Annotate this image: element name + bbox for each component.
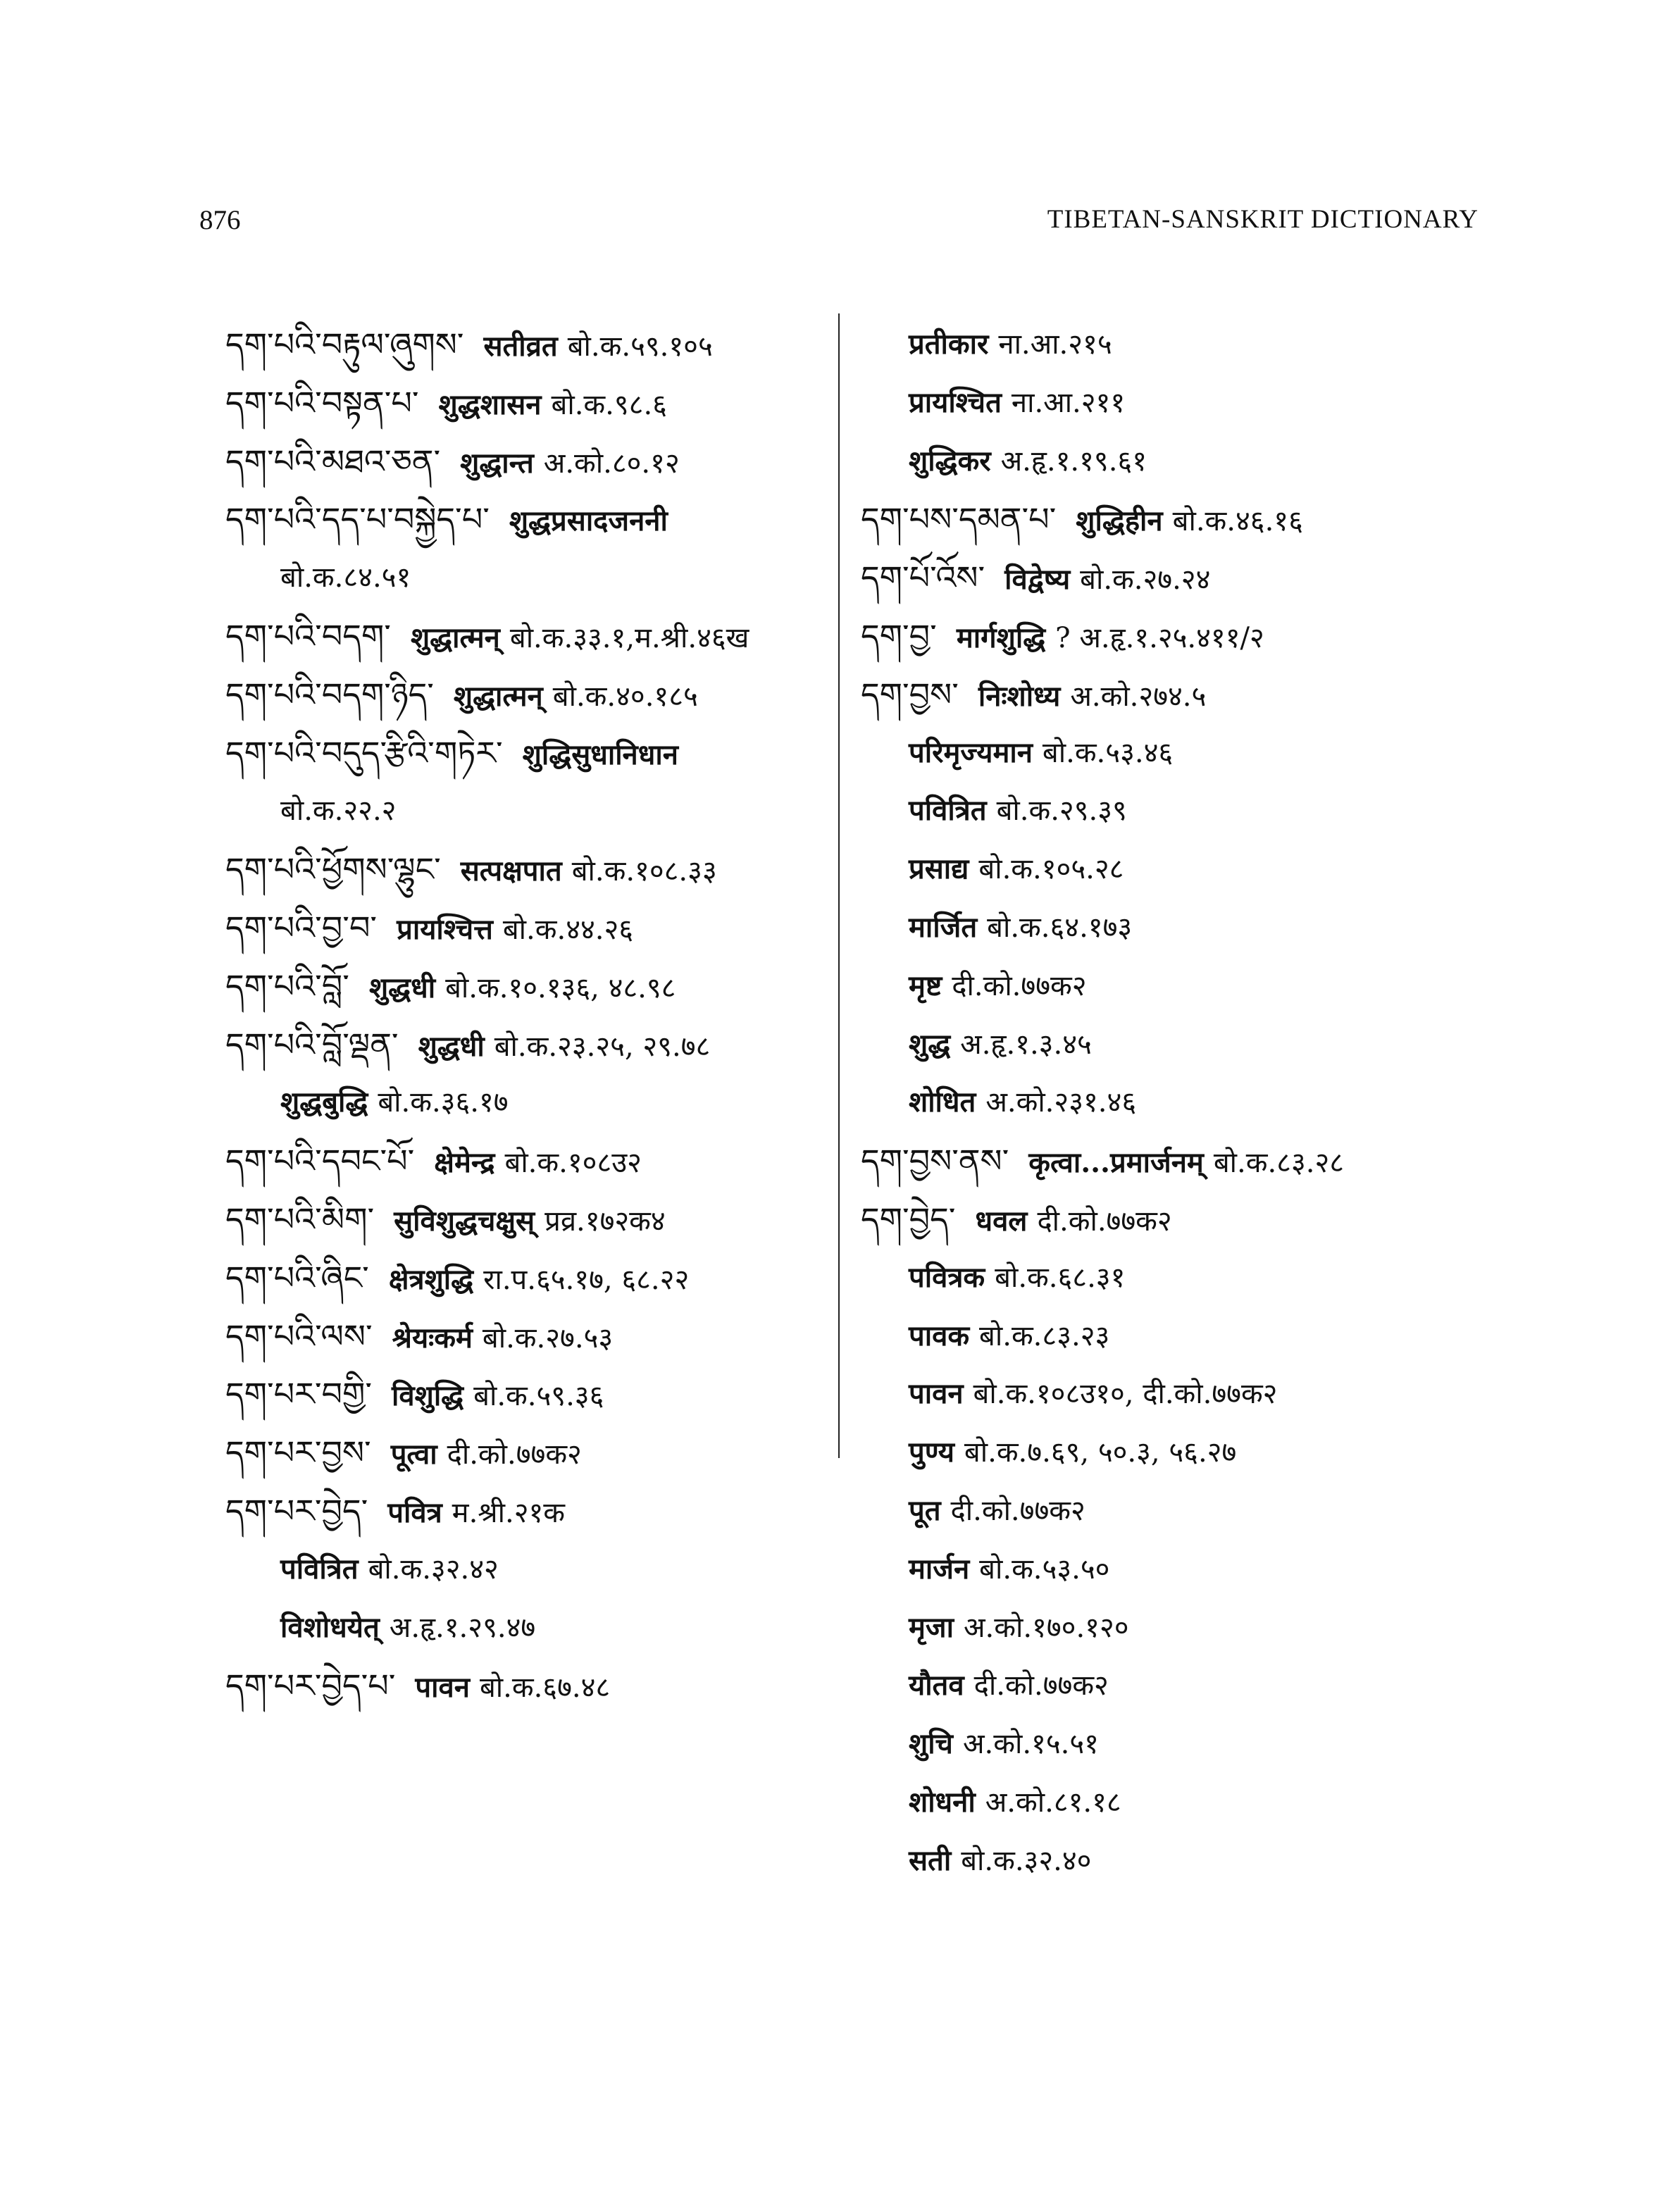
source-reference: बो.क.३२.४२	[368, 1552, 499, 1586]
dictionary-entry	[225, 1424, 831, 1482]
dictionary-entry	[861, 549, 1481, 607]
dictionary-entry	[861, 1482, 1481, 1540]
sanskrit-equivalent: शुद्धात्मन्	[410, 621, 500, 654]
tibetan-headword: དག་པར་བྱེད་	[225, 1491, 368, 1530]
sanskrit-equivalent: शुद्धबुद्धि	[280, 1085, 368, 1119]
sanskrit-equivalent: निःशोध्य	[978, 679, 1061, 713]
dictionary-entry	[225, 316, 831, 374]
dictionary-entry	[861, 782, 1481, 840]
sanskrit-equivalent: पवित्रित	[280, 1552, 359, 1586]
dictionary-entry	[861, 1249, 1481, 1307]
source-reference: बो.क.४४.२६	[502, 913, 634, 946]
dictionary-entry	[861, 1190, 1481, 1249]
sanskrit-equivalent: कृत्वा...प्रमार्जनम्	[1028, 1146, 1204, 1180]
source-reference: अ.हृ.१.३.४५	[960, 1028, 1092, 1061]
sanskrit-equivalent: श्रेयःकर्म	[392, 1321, 473, 1355]
dictionary-entry	[225, 899, 831, 957]
dictionary-entry	[861, 607, 1481, 666]
source-reference: बो.क.१०८उ१०, दी.को.७७क२	[973, 1378, 1278, 1411]
source-reference: अ.को.८०.१२	[543, 447, 680, 480]
sanskrit-equivalent: प्रतीकार	[909, 328, 989, 361]
source-reference: बो.क.५९.१०५	[567, 330, 713, 363]
dictionary-entry	[861, 490, 1481, 549]
dictionary-entry	[225, 1132, 831, 1190]
dictionary-entry	[861, 1307, 1481, 1366]
sanskrit-equivalent: सतीव्रत	[483, 330, 558, 363]
sanskrit-equivalent: पूत	[909, 1493, 941, 1527]
dictionary-entry	[225, 666, 831, 724]
sanskrit-equivalent: शुद्धान्त	[460, 446, 534, 480]
dictionary-entry	[861, 1424, 1481, 1482]
dictionary-entry	[225, 724, 831, 783]
source-reference: अ.हृ.१.२९.४७	[389, 1611, 536, 1644]
tibetan-headword: དག་པའི་བདུད་རྩིའི་གཏེར་	[225, 733, 503, 772]
tibetan-headword: དག་པའི་བསྟན་པ་	[225, 383, 419, 422]
source-reference: म.श्री.२१क	[452, 1496, 566, 1529]
tibetan-headword: དག་པའི་དད་པ་བསྐྱེད་པ་	[225, 500, 490, 539]
source-reference: बो.क.३२.४०	[961, 1844, 1092, 1877]
source-reference: ना.आ.२१५	[998, 328, 1112, 361]
sanskrit-equivalent: पूत्वा	[390, 1438, 437, 1471]
source-reference: अ.को.१७०.१२०	[963, 1611, 1129, 1644]
source-reference: बो.क.८४.५१	[280, 561, 411, 594]
dictionary-entry	[861, 666, 1481, 724]
dictionary-entry	[225, 1599, 831, 1657]
source-reference: बो.क.५३.४६	[1042, 736, 1174, 769]
dictionary-entry	[861, 1073, 1481, 1132]
sanskrit-equivalent: मार्जन	[909, 1552, 970, 1586]
tibetan-headword: དག་པའི་ཕྱོགས་ལྷུང་	[225, 850, 441, 889]
sanskrit-equivalent: प्रसाद्य	[909, 852, 969, 886]
source-reference: बो.क.५९.३६	[473, 1380, 604, 1413]
sanskrit-equivalent: विशोधयेत्	[280, 1610, 380, 1644]
dictionary-entry	[861, 724, 1481, 783]
sanskrit-equivalent: विशुद्धि	[392, 1379, 464, 1413]
source-reference: ? अ.हृ.१.२५.४११/२	[1055, 621, 1264, 654]
dictionary-entry	[861, 1016, 1481, 1074]
sanskrit-equivalent: प्रायश्चित	[909, 385, 1002, 419]
source-reference: बो.क.२७.२४	[1080, 564, 1211, 597]
sanskrit-equivalent: शुद्धधी	[418, 1029, 485, 1063]
tibetan-headword: དག་པའི་ལས་	[225, 1316, 373, 1355]
tibetan-headword: དག་པས་དམན་པ་	[861, 500, 1057, 539]
tibetan-headword: དག་པའི་བདག་ཉིད་	[225, 675, 434, 714]
tibetan-headword: དག་པའི་བྱ་བ་	[225, 908, 378, 947]
source-reference: ना.आ.२११	[1011, 386, 1126, 419]
running-head: TIBETAN-SANSKRIT DICTIONARY	[1047, 205, 1479, 234]
sanskrit-equivalent: परिमृज्यमान	[909, 735, 1033, 769]
sanskrit-equivalent: मार्गशुद्धि	[956, 621, 1046, 654]
sanskrit-equivalent: शोधित	[909, 1085, 976, 1119]
sanskrit-equivalent: विद्वेष्य	[1004, 563, 1071, 597]
sanskrit-equivalent: शुचि	[909, 1727, 953, 1761]
dictionary-entry	[861, 1657, 1481, 1715]
column-rule	[838, 313, 840, 1458]
dictionary-entry	[225, 432, 831, 491]
sanskrit-equivalent: प्रायश्चित्त	[397, 912, 493, 946]
sanskrit-equivalent: पवित्र	[387, 1495, 442, 1529]
sanskrit-equivalent: शोधनी	[909, 1785, 976, 1819]
source-reference: बो.क.५३.५०	[979, 1552, 1110, 1586]
dictionary-entry	[225, 957, 831, 1016]
source-reference: अ.को.२७४.५	[1070, 680, 1207, 713]
source-reference: प्रव्र.१७२क४	[545, 1204, 666, 1238]
sanskrit-equivalent: पावन	[909, 1377, 964, 1411]
source-reference: बो.क.७.६९, ५०.३, ५६.२७	[964, 1436, 1237, 1469]
tibetan-headword: དག་པར་བྱས་	[225, 1433, 371, 1472]
sanskrit-equivalent: धवल	[975, 1204, 1028, 1238]
dictionary-entry	[225, 1657, 831, 1715]
source-reference: बो.क.४६.१६	[1172, 505, 1303, 538]
sanskrit-equivalent: शुद्ध	[909, 1027, 951, 1061]
dictionary-entry	[225, 549, 831, 607]
tibetan-headword: དག་པའི་བློ་ལྡན་	[225, 1025, 399, 1064]
dictionary-entry	[225, 1016, 831, 1074]
sanskrit-equivalent: मार्जित	[909, 910, 978, 944]
sanskrit-equivalent: पावक	[909, 1319, 970, 1352]
tibetan-headword: དག་བྱས་	[861, 675, 959, 714]
dictionary-entry	[225, 840, 831, 899]
tibetan-headword: དག་པའི་ཞིང་	[225, 1258, 369, 1297]
source-reference: बो.क.८३.२३	[979, 1319, 1110, 1352]
sanskrit-equivalent: शुद्धिकर	[909, 444, 991, 478]
tibetan-headword: དག་པའི་དབང་པོ་	[225, 1142, 415, 1181]
dictionary-entry	[861, 316, 1481, 374]
sanskrit-equivalent: शुद्धात्मन्	[453, 679, 543, 713]
source-reference: बो.क.६७.४८	[479, 1671, 611, 1705]
dictionary-entry	[861, 1599, 1481, 1657]
sanskrit-equivalent: सुविशुद्धचक्षुस्	[394, 1204, 535, 1238]
page-number: 876	[199, 205, 241, 235]
source-reference: बो.क.२२.२	[280, 795, 397, 828]
source-reference: दी.को.७७क२	[973, 1669, 1109, 1702]
source-reference: बो.क.६८.३१	[995, 1261, 1126, 1294]
source-reference: अ.को.१५.५१	[962, 1728, 1099, 1761]
dictionary-entry	[225, 1540, 831, 1599]
source-reference: बो.क.६४.१७३	[987, 911, 1133, 944]
dictionary-entry	[225, 1249, 831, 1307]
source-reference: बो.क.१०.१३६, ४८.९८	[445, 971, 676, 1004]
tibetan-headword: དག་པའི་བློ་	[225, 966, 349, 1005]
sanskrit-equivalent: शुद्धशासन	[438, 387, 542, 421]
tibetan-headword: དག་པར་བྱེད་པ་	[225, 1667, 396, 1705]
tibetan-headword: དག་བྱས་ནས་	[861, 1142, 1009, 1181]
source-reference: बो.क.२९.३९	[996, 795, 1127, 828]
tibetan-headword: དག་པའི་མཐའ་ཅན་	[225, 442, 441, 480]
right-column	[861, 316, 1481, 1891]
sanskrit-equivalent: मृष्ट	[909, 969, 942, 1002]
sanskrit-equivalent: शुद्धिहीन	[1076, 504, 1163, 538]
dictionary-entry	[225, 1307, 831, 1366]
sanskrit-equivalent: पवित्रित	[909, 794, 987, 828]
dictionary-entry	[225, 490, 831, 549]
source-reference: अ.को.८१.१८	[985, 1786, 1121, 1819]
source-reference: बो.क.९८.६	[551, 388, 667, 421]
tibetan-headword: དག་པར་བགྱི་	[225, 1375, 373, 1414]
tibetan-headword: དག་པའི་བརྟུལ་ཞུགས་	[225, 325, 464, 363]
left-column	[225, 316, 831, 1715]
sanskrit-equivalent: यौतव	[909, 1669, 964, 1702]
dictionary-entry	[225, 607, 831, 666]
source-reference: दी.को.७७क२	[1037, 1204, 1172, 1238]
dictionary-entry	[861, 899, 1481, 957]
dictionary-entry	[861, 1365, 1481, 1424]
dictionary-entry	[861, 374, 1481, 432]
dictionary-entry	[225, 374, 831, 432]
dictionary-entry	[861, 1774, 1481, 1832]
source-reference: रा.प.६५.१७, ६८.२२	[483, 1263, 690, 1296]
source-reference: अ.हृ.१.१९.६१	[1000, 444, 1147, 478]
sanskrit-equivalent: क्षेमेन्द्र	[434, 1146, 495, 1180]
sanskrit-equivalent: क्षेत्रशुद्धि	[388, 1262, 474, 1296]
source-reference: बो.क.२३.२५, २९.७८	[494, 1030, 711, 1063]
sanskrit-equivalent: पावन	[415, 1671, 470, 1705]
source-reference: बो.क.४०.१८५	[552, 680, 698, 713]
sanskrit-equivalent: मृजा	[909, 1610, 954, 1644]
dictionary-entry	[225, 1482, 831, 1540]
dictionary-entry	[861, 1715, 1481, 1774]
source-reference: दी.को.७७क२	[952, 969, 1087, 1002]
source-reference: दी.को.७७क२	[447, 1438, 582, 1471]
tibetan-headword: དག་པའི་མིག་	[225, 1200, 375, 1238]
dictionary-entry	[861, 1832, 1481, 1891]
source-reference: बो.क.१०८उ२	[504, 1147, 642, 1180]
sanskrit-equivalent: पवित्रक	[909, 1260, 985, 1294]
sanskrit-equivalent: शुद्धप्रसादजननी	[509, 504, 668, 538]
source-reference: बो.क.१०५.२८	[978, 853, 1124, 886]
source-reference: बो.क.३३.१,म.श्री.४६ख	[509, 621, 749, 654]
tibetan-headword: དག་བྱེད་	[861, 1200, 956, 1238]
sanskrit-equivalent: सती	[909, 1843, 952, 1877]
sanskrit-equivalent: पुण्य	[909, 1436, 954, 1469]
dictionary-entry	[861, 1132, 1481, 1190]
dictionary-entry	[225, 1073, 831, 1132]
tibetan-headword: དག་བྱ་	[861, 616, 937, 655]
dictionary-entry	[861, 1540, 1481, 1599]
dictionary-entry	[225, 1190, 831, 1249]
dictionary-entry	[225, 782, 831, 840]
source-reference: दी.को.७७क२	[950, 1494, 1085, 1527]
sanskrit-equivalent: शुद्धिसुधानिधान	[522, 737, 678, 771]
dictionary-entry	[861, 840, 1481, 899]
dictionary-entry	[861, 957, 1481, 1016]
source-reference: अ.को.२३१.४६	[985, 1086, 1137, 1119]
source-reference: बो.क.२७.५३	[482, 1321, 614, 1355]
source-reference: बो.क.१०८.३३	[571, 855, 717, 888]
dictionary-entry	[861, 432, 1481, 491]
tibetan-headword: དག་པོ་འོས་	[861, 559, 985, 597]
source-reference: बो.क.८३.२८	[1213, 1147, 1345, 1180]
source-reference: बो.क.३६.१७	[378, 1086, 509, 1119]
sanskrit-equivalent: शुद्धधी	[368, 971, 436, 1004]
sanskrit-equivalent: सत्पक्षपात	[460, 854, 562, 888]
tibetan-headword: དག་པའི་བདག་	[225, 616, 391, 655]
dictionary-entry	[225, 1365, 831, 1424]
